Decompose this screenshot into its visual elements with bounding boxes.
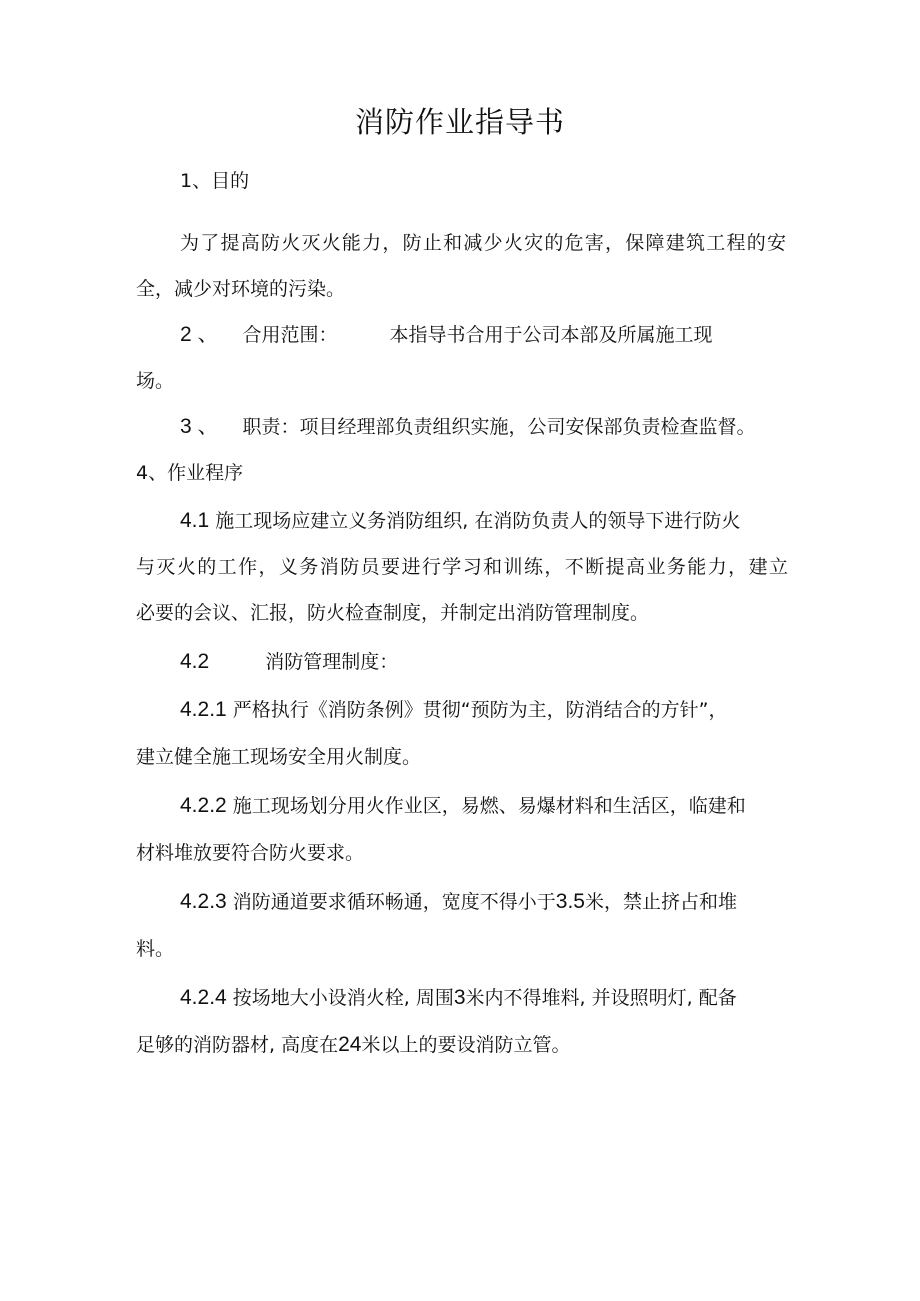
- section-2-number: 2 、: [180, 323, 219, 346]
- item-4-2-line: [180, 647, 398, 677]
- item-4-2-1-text: 严格执行《消防条例》贯彻“预防为主，防消结合的方针”，: [232, 699, 728, 721]
- item-4-2-4-number: 4.2.4: [180, 986, 227, 1009]
- item-4-2-4-line-2: [136, 1030, 570, 1060]
- item-4-1-line-1: [180, 506, 740, 536]
- section-1-paragraph-line-1: 为了提高防火灭火能力，防止和减少火灾的危害，保障建筑工程的安: [180, 232, 786, 254]
- item-4-2-1-number: 4.2.1: [180, 698, 227, 721]
- item-4-1-line-3: 必要的会议、汇报，防火检查制度，并制定出消防管理制度。: [136, 602, 650, 624]
- section-2-line-1: [180, 320, 713, 350]
- item-4-2-4-height-value: 24: [338, 1033, 362, 1056]
- item-4-2-3-number: 4.2.3: [180, 890, 227, 913]
- item-4-2-3-line-1: [180, 887, 737, 917]
- item-4-2-text: 消防管理制度：: [265, 651, 399, 673]
- section-1-paragraph-line-2: 全，减少对环境的污染。: [136, 278, 346, 300]
- item-4-1-line-2: 与灭火的工作，义务消防员要进行学习和训练，不断提高业务能力，建立: [136, 556, 788, 578]
- item-4-2-4-distance-value: 3: [453, 986, 466, 1009]
- item-4-2-3-line-2: 料。: [136, 938, 175, 960]
- item-4-2-4-text-a: 按场地大小设消火栓, 周围: [232, 987, 454, 1009]
- item-4-2-2-number: 4.2.2: [180, 794, 227, 817]
- item-4-2-2-line-1: [180, 791, 746, 821]
- item-4-1-number: 4.1: [180, 509, 210, 532]
- item-4-2-2-line-2: 材料堆放要符合防火要求。: [136, 842, 365, 864]
- item-4-2-2-text: 施工现场划分用火作业区，易燃、易爆材料和生活区，临建和: [232, 795, 746, 817]
- item-4-2-number: 4.2: [180, 650, 210, 673]
- item-4-2-1-line-1: [180, 695, 727, 725]
- section-2-line-2: 场。: [136, 370, 175, 392]
- item-4-2-3-width-value: 3.5: [555, 890, 585, 913]
- item-4-2-1-line-2: 建立健全施工现场安全用火制度。: [136, 746, 422, 768]
- section-3-number: 3 、: [180, 415, 219, 438]
- section-3-line: [180, 412, 756, 442]
- item-4-2-4-line-1: [180, 983, 737, 1013]
- section-2-label: 合用范围：: [242, 324, 338, 346]
- item-4-2-4-text-c: 足够的消防器材, 高度在: [136, 1034, 339, 1056]
- item-4-2-3-text-a: 消防通道要求循环畅通，宽度不得小于: [232, 891, 556, 913]
- section-4-heading: 4、作业程序: [136, 462, 244, 484]
- item-4-2-3-text-b: 米，禁止挤占和堆: [584, 891, 737, 913]
- item-4-2-4-text-b: 米内不得堆料, 并设照明灯, 配备: [465, 987, 737, 1009]
- section-1-heading: 1、目的: [180, 170, 250, 192]
- document-title: 消防作业指导书: [354, 105, 565, 139]
- section-2-text: 本指导书合用于公司本部及所属施工现: [389, 324, 713, 346]
- item-4-1-text: 施工现场应建立义务消防组织, 在消防负责人的领导下进行防火: [215, 510, 741, 532]
- item-4-2-4-text-d: 米以上的要设消防立管。: [361, 1034, 571, 1056]
- section-3-text: 职责：项目经理部负责组织实施，公司安保部负责检查监督。: [242, 416, 756, 438]
